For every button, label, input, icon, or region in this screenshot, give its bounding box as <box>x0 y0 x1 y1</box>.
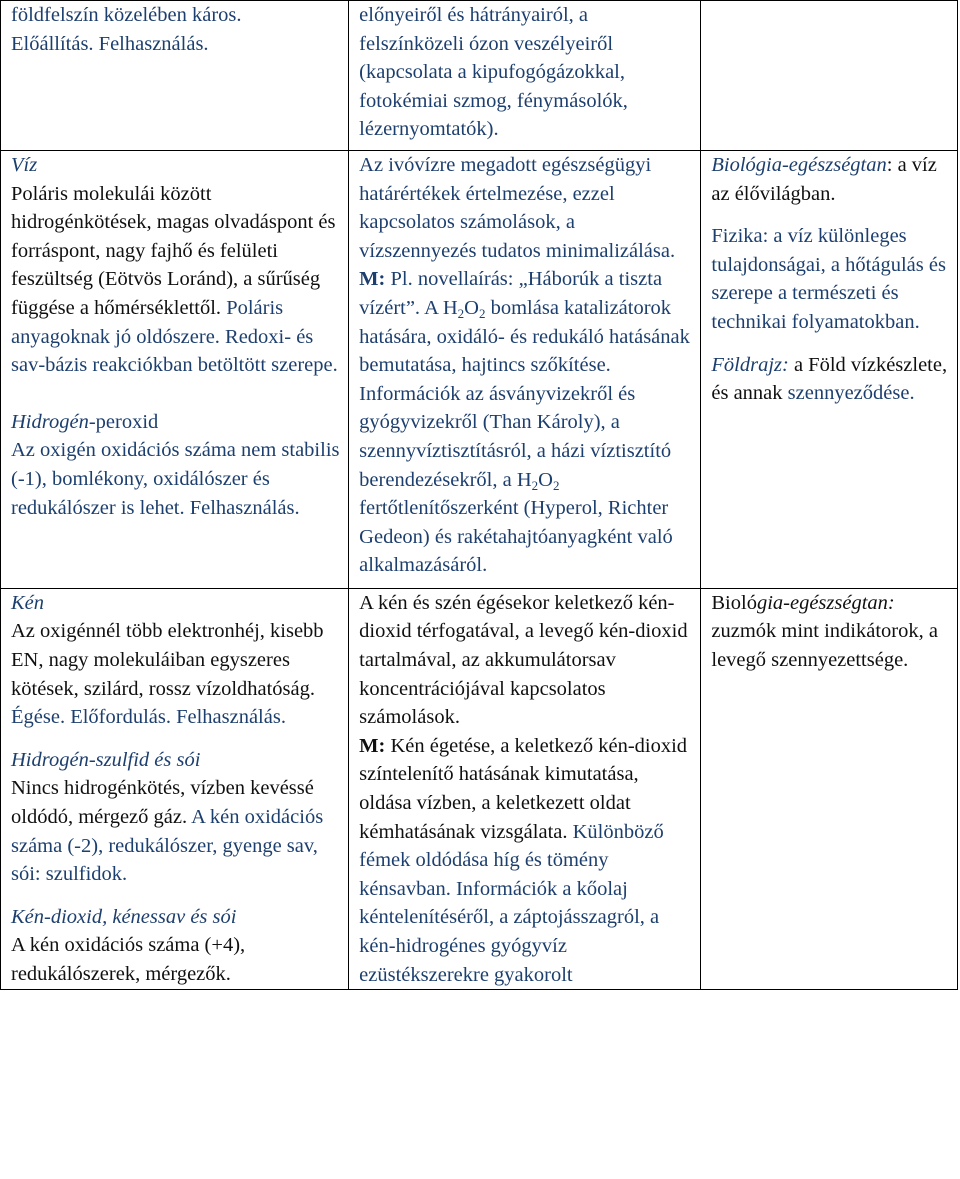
table-row <box>1 150 958 588</box>
text-span: bomlása katalizátorok hatására, oxidáló- és redukáló hatásának bemutatása, hajtincs szőkítése. Információk az ásványvizekről és gyógyvizekről (Than Károly), a szennyvíztisztításról, a házi víztisztító berendezésekről, a H <box>359 296 690 491</box>
text-span: A H <box>424 296 458 319</box>
text-span: Földrajz: <box>711 353 789 376</box>
text-span: Bioló <box>711 591 757 614</box>
cell-text: A kén oxidációs száma (+4), redukálószerek, mérgezők. <box>11 934 246 985</box>
table-cell <box>701 1 958 151</box>
text-span: peroxid <box>95 410 159 433</box>
text-span: Az oxigén oxidációs száma nem stabilis (-1), bomlékony, oxidálószer és redukálószer is lehet. <box>11 439 340 519</box>
table-cell <box>1 588 349 989</box>
text-span: Nincs hidrogénkötés, vízben kevéssé oldódó, mérgező gáz. <box>11 777 314 829</box>
text-span: Pl. <box>390 268 413 291</box>
text-span: Poláris anyagoknak jó oldószere. Redoxi- és sav-bázis reakciókban betöltött szerepe. <box>11 296 338 377</box>
cell-text <box>711 589 951 675</box>
cell-text <box>359 732 694 989</box>
cell-text: előnyeiről és hátrányairól, a felszínközeli ózon veszélyeiről (kapcsolata a kipufogógázokkal, fotokémiai szmog, fénymásolók, lézernyomtatók). <box>359 4 628 141</box>
text-span: Kén égetése, a keletkező kén-dioxid színtelenítő hatásának kimutatása, oldása vízben, a keletkezett oldat kémhatásának vizsgálata. <box>359 734 688 843</box>
cell-text <box>11 436 342 522</box>
text-span: M: <box>359 268 386 291</box>
section-title: Kén <box>11 591 45 614</box>
cell-text <box>711 351 951 408</box>
section-title: Hidrogén-szulfid és sói <box>11 748 201 771</box>
subscript: 2 <box>457 305 465 321</box>
text-span: : <box>886 153 893 176</box>
text-span: szennyeződése. <box>787 382 915 405</box>
cell-text <box>359 265 694 580</box>
text-span: gia-egészségtan: <box>756 591 895 614</box>
subscript: 2 <box>552 477 560 493</box>
text-span: a víz az élővilágban. <box>711 153 937 205</box>
cell-text: A kén és szén égésekor keletkező kén-dioxid térfogatával, a levegő kén-dioxid tartalmával, az akkumulátorsav koncentrációjával kapcsolatos számolások. <box>359 591 688 729</box>
table-cell <box>349 150 701 588</box>
section-title: Kén-dioxid, kénessav és sói <box>11 905 237 928</box>
table-cell <box>1 1 349 151</box>
table-row <box>1 1 958 151</box>
text-span: Felhasználás. <box>189 496 300 519</box>
cell-text <box>711 151 951 208</box>
text-span: Hidrogén- <box>11 410 96 433</box>
text-span: fertőtlenítőszerként (Hyperol, Richter Gedeon) és rakétahajtóanyagként való alkalmazásáról. <box>359 497 673 577</box>
text-span: Különböző fémek oldódása híg és tömény kénsavban. Információk a kőolaj kéntelenítéséről, a záptojásszagról, a kén-hidrogénes gyógyvíz ezüstékszerekre gyakorolt <box>359 820 664 986</box>
section-title: Víz <box>11 153 38 176</box>
text-span: novellaírás: „Háborúk a tiszta vízért”. <box>359 268 663 319</box>
text-span: A kén oxidációs száma (-2), redukálószer, gyenge sav, sói: szulfidok. <box>11 806 324 886</box>
table-cell <box>701 150 958 588</box>
cell-text <box>11 774 342 888</box>
table-cell <box>701 588 958 989</box>
subscript: 2 <box>478 305 486 321</box>
table-cell <box>1 150 349 588</box>
text-span: Égése. Előfordulás. Felhasználás. <box>11 706 286 729</box>
text-span: Biológia-egészségtan <box>711 153 887 176</box>
cell-text: Előállítás. Felhasználás. <box>11 32 209 55</box>
section-title <box>11 408 342 437</box>
text-span: Poláris molekulái között hidrogénkötések, magas olvadáspont és forráspont, nagy fajhő és felületi feszültség (Eötvös Loránd), a sűrűség függése a hőmérséklettől. <box>11 182 336 319</box>
text-span: O <box>464 296 479 319</box>
cell-text: Az ivóvízre megadott egészségügyi határértékek értelmezése, ezzel kapcsolatos számolások, a vízszennyezés tudatos minimalizálása. <box>359 153 676 262</box>
cell-text <box>11 617 342 731</box>
table-cell <box>349 588 701 989</box>
text-span: Az oxigénnél több elektronhéj, kisebb EN, nagy molekuláiban egyszeres kötések, szilárd, rossz vízoldhatóság. <box>11 620 324 700</box>
text-span: a Föld vízkészlete, és annak <box>711 353 948 405</box>
table-cell <box>349 1 701 151</box>
cell-text <box>11 180 342 380</box>
text-span: O <box>538 468 553 491</box>
text-span: zuzmók mint indikátorok, a levegő szennyezettsége. <box>711 620 938 672</box>
text-span: M: <box>359 734 386 757</box>
cell-text: Fizika: a víz különleges tulajdonságai, a hőtágulás és szerepe a természeti és technikai folyamatokban. <box>711 225 946 333</box>
table-row <box>1 588 958 989</box>
subscript: 2 <box>531 477 539 493</box>
cell-text: földfelszín közelében káros. <box>11 4 242 26</box>
